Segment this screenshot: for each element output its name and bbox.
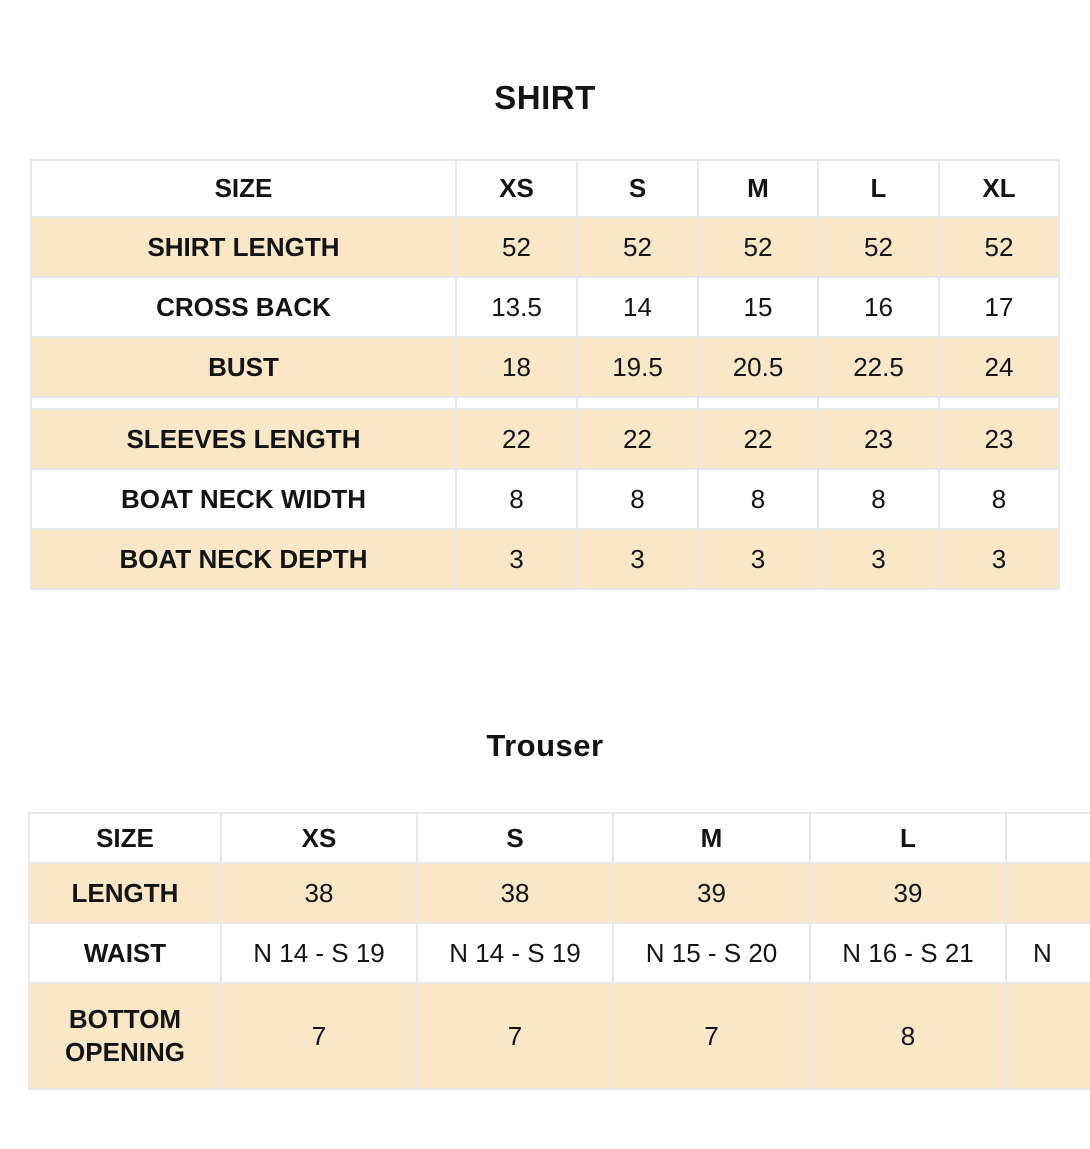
value-cell: 52 (698, 217, 818, 277)
value-cell: 39 (810, 863, 1006, 923)
value-cell: N 15 - S 20 (613, 923, 810, 983)
table-row (31, 529, 1059, 589)
value-cell: 8 (698, 469, 818, 529)
table-row (31, 337, 1059, 397)
column-header: L (818, 160, 939, 217)
value-cell: 14 (577, 277, 698, 337)
table-row (31, 277, 1059, 337)
value-cell: 16 (818, 277, 939, 337)
value-cell (939, 397, 1059, 409)
value-cell: 52 (939, 217, 1059, 277)
row-label: BOAT NECK DEPTH (31, 529, 456, 589)
column-header (1006, 813, 1090, 863)
value-cell: 38 (417, 863, 613, 923)
value-cell: 7 (417, 983, 613, 1089)
value-cell: 7 (613, 983, 810, 1089)
value-cell: 8 (810, 983, 1006, 1089)
row-label: LENGTH (29, 863, 221, 923)
value-cell: 15 (698, 277, 818, 337)
column-header: S (417, 813, 613, 863)
value-cell: 22 (577, 409, 698, 469)
value-cell (456, 397, 577, 409)
column-header: M (698, 160, 818, 217)
value-cell (1006, 863, 1090, 923)
value-cell: 39 (613, 863, 810, 923)
row-label: SLEEVES LENGTH (31, 409, 456, 469)
value-cell: 22 (456, 409, 577, 469)
value-cell: 17 (939, 277, 1059, 337)
value-cell: N (1006, 923, 1090, 983)
value-cell: 22.5 (818, 337, 939, 397)
value-cell: 13.5 (456, 277, 577, 337)
value-cell: 20.5 (698, 337, 818, 397)
value-cell: 3 (577, 529, 698, 589)
value-cell: N 14 - S 19 (221, 923, 417, 983)
row-label: BUST (31, 337, 456, 397)
value-cell: 18 (456, 337, 577, 397)
column-header: SIZE (29, 813, 221, 863)
column-header: S (577, 160, 698, 217)
column-header: SIZE (31, 160, 456, 217)
table-row (31, 469, 1059, 529)
value-cell: 3 (939, 529, 1059, 589)
trouser-table-clip-container (28, 812, 1090, 1090)
shirt-section-title: SHIRT (494, 79, 596, 116)
row-label: WAIST (29, 923, 221, 983)
value-cell: 23 (939, 409, 1059, 469)
value-cell (1006, 983, 1090, 1089)
value-cell: 52 (818, 217, 939, 277)
value-cell: 38 (221, 863, 417, 923)
value-cell: 52 (577, 217, 698, 277)
header-row (31, 160, 1059, 217)
value-cell: 23 (818, 409, 939, 469)
row-label: SHIRT LENGTH (31, 217, 456, 277)
row-label: CROSS BACK (31, 277, 456, 337)
value-cell (818, 397, 939, 409)
value-cell: 22 (698, 409, 818, 469)
value-cell: 8 (577, 469, 698, 529)
value-cell (577, 397, 698, 409)
value-cell: 3 (456, 529, 577, 589)
column-header: M (613, 813, 810, 863)
value-cell: 3 (818, 529, 939, 589)
value-cell: 19.5 (577, 337, 698, 397)
value-cell: N 14 - S 19 (417, 923, 613, 983)
table-row (29, 863, 1090, 923)
value-cell: 8 (939, 469, 1059, 529)
row-label: BOAT NECK WIDTH (31, 469, 456, 529)
column-header: L (810, 813, 1006, 863)
value-cell: 8 (456, 469, 577, 529)
trouser-size-table (28, 812, 1090, 1090)
column-header: XL (939, 160, 1059, 217)
header-row (29, 813, 1090, 863)
table-row (31, 409, 1059, 469)
trouser-section-title: Trouser (486, 728, 604, 763)
row-label: BOTTOM OPENING (29, 983, 221, 1089)
column-header: XS (456, 160, 577, 217)
spacer-row (31, 397, 1059, 409)
value-cell: 8 (818, 469, 939, 529)
table-row (29, 983, 1090, 1089)
value-cell: N 16 - S 21 (810, 923, 1006, 983)
value-cell: 7 (221, 983, 417, 1089)
row-label (31, 397, 456, 409)
table-row (29, 923, 1090, 983)
value-cell: 24 (939, 337, 1059, 397)
value-cell (698, 397, 818, 409)
table-row (31, 217, 1059, 277)
shirt-size-table (30, 159, 1060, 590)
value-cell: 52 (456, 217, 577, 277)
value-cell: 3 (698, 529, 818, 589)
column-header: XS (221, 813, 417, 863)
